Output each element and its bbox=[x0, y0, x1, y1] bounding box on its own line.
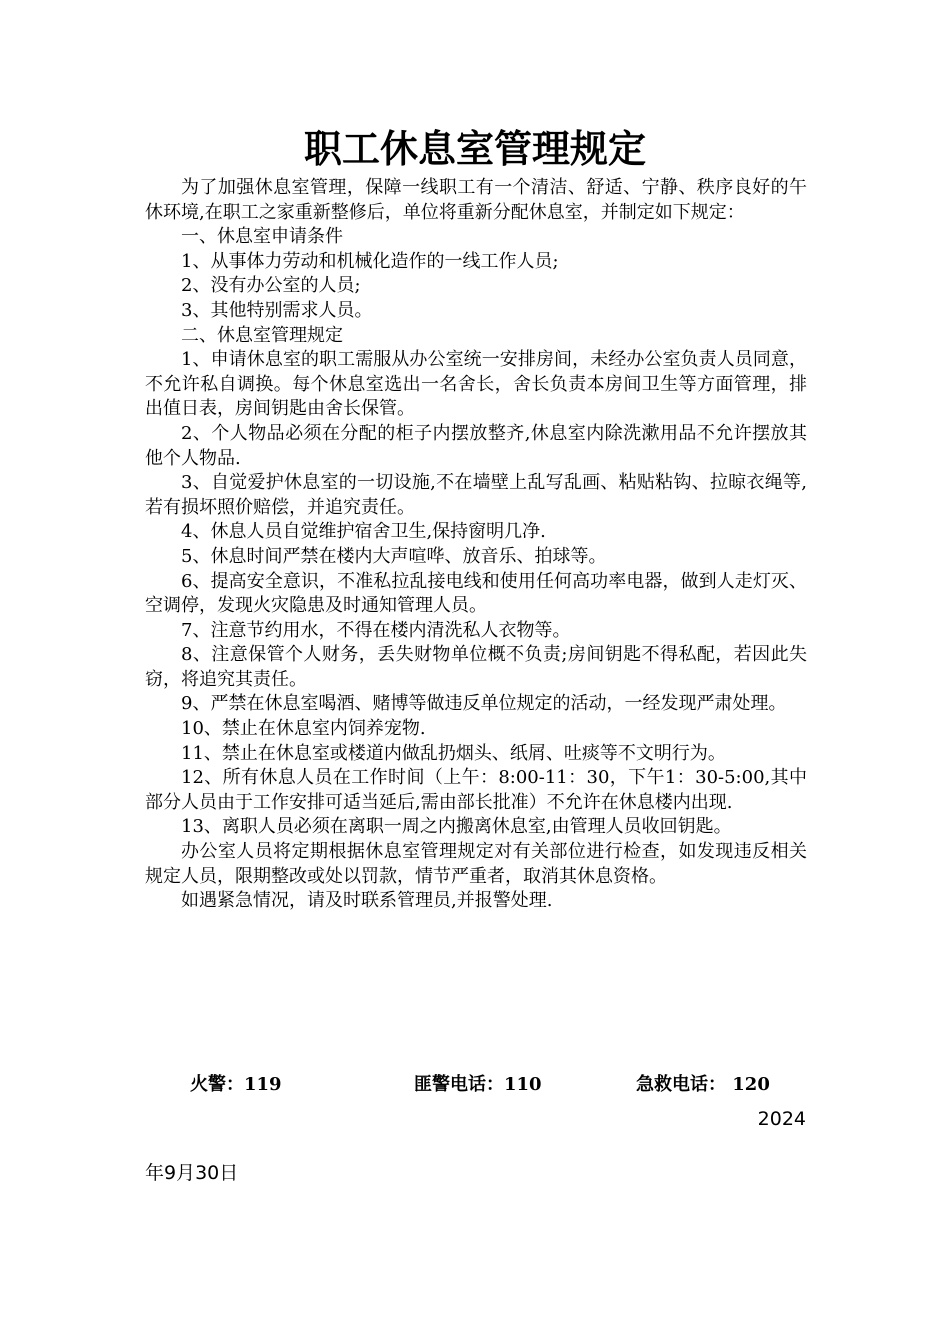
list-item: 1、从事体力劳动和机械化造作的一线工作人员; bbox=[181, 250, 559, 272]
rule-item: 8、注意保管个人财务，丢失财物单位概不负责;房间钥匙不得私配，若因此失窃，将追究其责任。 bbox=[145, 644, 807, 690]
rule-item: 6、提高安全意识，不准私拉乱接电线和使用任何高功率电器，做到人走灯灭、空调停，发现火灾隐患及时通知管理人员。 bbox=[145, 570, 807, 617]
intro-paragraph: 为了加强休息室管理，保障一线职工有一个清洁、舒适、宁静、秩序良好的午休环境,在职工之家重新整修后，单位将重新分配休息室，并制定如下规定： bbox=[145, 177, 807, 223]
rule-item: 12、所有休息人员在工作时间（上午：8:00-11：30，下午1：30-5:00,其中部分人员由于工作安排可适当延后,需由部长批准）不允许在休息楼内出现. bbox=[145, 767, 807, 813]
rule-item: 11、禁止在休息室或楼道内做乱扔烟头、纸屑、吐痰等不文明行为。 bbox=[181, 742, 726, 764]
date-month-day: 年9月30日 bbox=[145, 1162, 239, 1184]
section-heading-rules: 二、休息室管理规定 bbox=[181, 324, 343, 346]
emergency-paragraph: 如遇紧急情况，请及时联系管理员,并报警处理. bbox=[181, 890, 553, 912]
date-year: 2024 bbox=[757, 1108, 806, 1130]
rule-item: 10、禁止在休息室内饲养宠物. bbox=[181, 718, 426, 740]
inspection-paragraph: 办公室人员将定期根据休息室管理规定对有关部位进行检查，如发现违反相关规定人员，限期整改或处以罚款，情节严重者，取消其休息资格。 bbox=[145, 841, 807, 887]
rule-item: 3、自觉爱护休息室的一切设施,不在墙壁上乱写乱画、粘贴粘钩、拉晾衣绳等,若有损坏照价赔偿，并追究责任。 bbox=[145, 472, 807, 518]
rule-item: 5、休息时间严禁在楼内大声喧哗、放音乐、拍球等。 bbox=[181, 545, 607, 567]
rule-item: 7、注意节约用水，不得在楼内清洗私人衣物等。 bbox=[181, 619, 571, 641]
rule-item: 4、休息人员自觉维护宿舍卫生,保持窗明几净. bbox=[181, 521, 546, 543]
rule-item: 1、申请休息室的职工需服从办公室统一安排房间，未经办公室负责人员同意，不允许私自调换。每个休息室选出一名舍长，舍长负责本房间卫生等方面管理，排出值日表，房间钥匙由舍长保管。 bbox=[145, 349, 807, 420]
list-item: 3、其他特别需求人员。 bbox=[181, 299, 373, 321]
rule-item: 2、个人物品必须在分配的柜子内摆放整齐,休息室内除洗漱用品不允许摆放其他个人物品. bbox=[145, 422, 807, 469]
emergency-phones bbox=[190, 1070, 810, 1096]
section-heading-application: 一、休息室申请条件 bbox=[181, 226, 343, 248]
police-phone: 匪警电话：110 bbox=[414, 1074, 542, 1095]
rule-item: 9、严禁在休息室喝酒、赌博等做违反单位规定的活动，一经发现严肃处理。 bbox=[181, 693, 787, 715]
list-item: 2、没有办公室的人员; bbox=[181, 275, 361, 297]
document-body bbox=[145, 176, 807, 914]
rule-item: 13、离职人员必须在离职一周之内搬离休息室,由管理人员收回钥匙。 bbox=[181, 816, 732, 838]
fire-phone: 火警：119 bbox=[190, 1074, 282, 1095]
ambulance-phone: 急救电话： 120 bbox=[636, 1074, 770, 1095]
document-title: 职工休息室管理规定 bbox=[303, 127, 646, 171]
